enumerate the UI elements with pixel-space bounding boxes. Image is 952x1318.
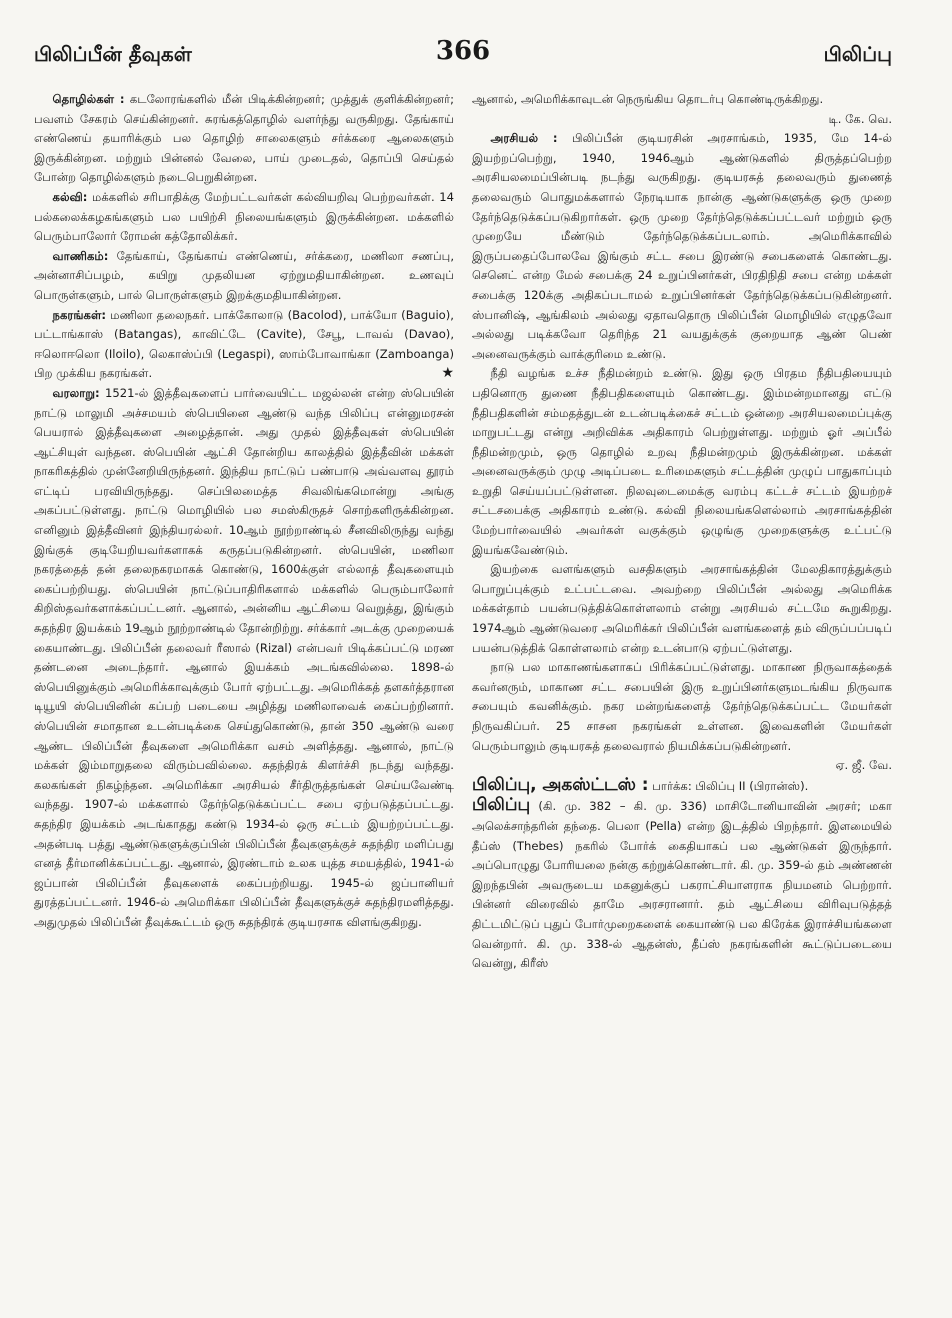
industries-paragraph [34,90,454,188]
trade-text: தேங்காய், தேங்காய் எண்ணெய், சர்க்கரை, மணிலா சணப்பு, அன்னாசிப்பழம், கயிறு முதலியன ஏற்றுமதியாகின்றன. உணவுப் பொருள்களும், பால் பொருள்களும் இறக்குமதியாகின்றன. [34,248,454,302]
entry-text: (கி. மு. 382 – கி. மு. 336) மாசிடோனியாவின் அரசர்; மகா அலெக்சாந்தரின் தந்தை. பெலா (Pella) என்ற இடத்தில் பிறந்தார். இளமையில் தீப்ஸ் (Thebes) நகரில் போர்க் கைதியாகப் பல ஆண்டுகள் இருந்தார். அப்பொழுது போரியலை நன்கு கற்றுக்கொண்டார். கி. மு. 359-ல் தம் அண்ணன் இறந்தபின் அவருடைய மகனுக்குப் பகராட்சியாளராக நியமனம் பெற்றார். பின்னர் விரைவில் தாமே அரசரானார். தம் ஆட்சியை விரிவுபடுத்தத் திட்டமிட்டுப் புதுப் போர்முறைகளைக் கையாண்டு பல கிரேக்க இராச்சியங்களை வென்றார். கி. மு. 338-ல் ஆதன்ஸ், தீப்ஸ் நகரங்களின் கூட்டுப்படையை வென்று, கிரீஸ் [472,799,892,971]
resources-paragraph: இயற்கை வளங்களும் வசதிகளும் அரசாங்கத்தின் மேலதிகாரத்துக்கும் பொறுப்புக்கும் உட்பட்டவை. அவற்றை பிலிப்பீன் அல்லது அமெரிக்க மக்கள்தாம் பயன்படுத்திக்கொள்ளலாம் என்று அரசியல் சட்டமே கூறுகிறது. 1974ஆம் ஆண்டுவரை அமெரிக்கர் பிலிப்பீன் வளங்களைத் தம் விருப்பப்படிப் பயன்படுத்திக் கொள்ளலாம் என்ற உடன்பாடு ஏற்பட்டுள்ளது. [472,562,892,655]
entry-title: பிலிப்பு [472,795,531,816]
trade-paragraph [34,247,454,306]
history-text: 1521-ல் இத்தீவுகளைப் பார்வையிட்ட மஜல்லன் என்ற ஸ்பெயின் நாட்டு மாலுமி அச்சமயம் ஸ்பெயினை ஆண்டு வந்த பிலிப்பு என்னுமரசன் பெயரால் இத்தீவுகளை அழைத்தான். அது முதல் இத்தீவுகள் ஸ்பெயின் ஆட்சியுள் வந்தன. ஸ்பெயின் ஆட்சி தோன்றிய காலத்தில் இத்தீவின் மக்கள் நாகரிகத்தில் முன்னேறியிருந்தனர். இந்திய நாட்டுப் பண்பாடு அவ்வளவு தூரம் எட்டிப் பரவியிருந்தது. செப்பிலமைத்த சிவலிங்கமொன்று அங்கு அகப்பட்டுள்ளது. நாட்டு மொழியில் பல சமஸ்கிருதச் சொற்களிருக்கின்றன. எனினும் இத்தீவினர் இந்தியரல்லர். 10ஆம் நூற்றாண்டில் சீனவிலிருந்து வந்து இங்குக் குடியேறியவர்களாகக் கருதப்படுகின்றனர். ஸ்பெயின், மணிலா நகரத்தைத் தன் தலைநகரமாகக் கொண்டு, 1600க்குள் எல்லாத் தீவுகளையும் கைப்பற்றியது. ஸ்பெயின் நாட்டுப்பாதிரிகளால் மக்களில் பெரும்பாலோர் கிறிஸ்தவர்களாக்கப்பட்டனர். ஆனால், அன்னிய ஆட்சியை வெறுத்து, இங்கும் சுதந்திர இயக்கம் 19ஆம் நூற்றாண்டில் தோன்றிற்று. சர்க்கார் அடக்கு முறையைக் கையாண்டது. பிலிப்பீன் தலைவர் ரீஸால் (Rizal) என்பவர் பிடிக்கப்பட்டு மரண தண்டனை அடைந்தார். ஆனால் இயக்கம் அடங்கவில்லை. 1898-ல் ஸ்பெயினுக்கும் அமெரிக்காவுக்கும் போர் ஏற்பட்டது. அமெரிக்கத் தளகர்த்தரான டியூயி ஸ்பெயினின் கப்பற் படையை அழித்து மணிலாவைக் கைப்பற்றினார். ஸ்பெயின் சமாதான உடன்படிக்கை செய்துகொண்டு, தான் 350 ஆண்டு வரை ஆண்ட பிலிப்பீன் தீவுகளை அமெரிக்கா வசம் அளித்தது. ஆனால், நாட்டு மக்கள் இம்மாறுதலை விரும்பவில்லை. சுதந்திரக் கிளர்ச்சி நடந்து வந்தது. கலகங்கள் நிகழ்ந்தன. அமெரிக்கா அரசியல் சீர்திருத்தங்கள் செய்யவேண்டி வந்தது. 1907-ல் மக்களால் தேர்ந்தெடுக்கப்பட்ட சபை ஏற்படுத்தப்பட்டது. சுதந்திர இயக்கம் அடங்காதது கண்டு 1934-ல் ஒரு சட்டம் இயற்றப்பட்டது. அதன்படி பத்து ஆண்டுகளுக்குப்பின் பிலிப்பீன் தீவுகளுக்குச் சுதந்திர மளிப்பது எனத் தீர்மானிக்கப்பட்டது. ஆனால், இரண்டாம் உலக யுத்த சமயத்தில், 1941-ல் ஜப்பான் பிலிப்பீன் தீவுகளைக் கைப்பற்றியது. 1945-ல் ஜப்பானியர் துரத்தப்பட்டனர். 1946-ல் அமெரிக்கா பிலிப்பீன் தீவுகளுக்குச் சுதந்திரமளித்தது. அதுமுதல் பிலிப்பீன் தீவுக்கூட்டம் ஒரு சுதந்திரக் குடியரசாக விளங்குகிறது. [34,385,454,929]
entry-title: பிலிப்பு, அகஸ்ட்டஸ் : [472,774,649,795]
page-header [34,36,892,80]
provinces-text: நாடு பல மாகாணங்களாகப் பிரிக்கப்பட்டுள்ளது. மாகாண நிருவாகத்தைக் கவர்னரும், மாகாண சட்ட சபையின் இரு உறுப்பினர்களுமடங்கிய நிருவாக சபையும் கவனிக்கும். நகர மன்றங்களைத் தேர்ந்தெடுக்கப்பட்ட மேயர்கள் நிருவகிப்பர். 25 சாசன நகரங்கள் உள்ளன. இவைகளின் மேயர்கள் பெரும்பாலும் குடியரசுத் தலைவரால் நியமிக்கப்படுகின்றனர். [472,660,892,753]
left-column [34,90,454,974]
cross-reference: பார்க்க: பிலிப்பு II (பிரான்ஸ்). [652,778,809,793]
author-signature: டி. கே. வெ. [828,111,892,126]
philip-entry [472,796,892,973]
continuation-paragraph [472,90,892,129]
text-columns [34,90,892,974]
education-text: மக்களில் சரிபாதிக்கு மேற்பட்டவர்கள் கல்வியறிவு பெற்றவர்கள். 14 பல்கலைக்கழகங்களும் பல பயிற்சி நிலையங்களும் இருக்கின்றன. மக்களில் பெரும்பாலோர் ரோமன் கத்தோலிக்கர். [34,189,455,244]
cities-paragraph [34,306,454,384]
history-paragraph [34,384,454,933]
justice-paragraph: நீதி வழங்க உச்ச நீதிமன்றம் உண்டு. இது ஒரு பிரதம நீதிபதியையும் பதினொரு துணை நீதிபதிகளையும் கொண்டது. இம்மன்றமானது எட்டு நீதிபதிகளின் சம்மதத்துடன் உடன்படிக்கைச் சட்டம் ஒன்றை அரசியலமைப்புக்கு மாறுபட்டது என்று அறிவிக்க அதிகாரம் பெற்றுள்ளது. மற்றும் ஓர் அப்பீல் நீதிமன்றமும், ஒரு தொழில் உறவு நீதிமன்றமும் இருக்கின்றன. மக்கள் அனைவருக்கும் முழு அடிப்படை உரிமைகளும் சட்டத்தின் முழுப் பாதுகாப்பும் உறுதி செய்யப்பட்டுள்ளன. நிலவுடைமைக்கு வரம்பு கட்டச் சட்டம் இயற்றச் சட்டசபைக்கு அதிகாரம் உண்டு. கல்வி நிலையங்களெல்லாம் அரசாங்கத்தின் மேற்பார்வையில் அவர்கள் வகுக்கும் ஒழுங்கு முறைகளுக்கு உட்பட்டு இயங்கவேண்டும். [472,366,892,557]
politics-heading: அரசியல் : [490,131,558,146]
star-icon: ★ [441,365,454,382]
cities-text: மணிலா தலைநகர். பாக்கோலாடு (Bacolod), பாக்யோ (Baguio), பட்டாங்காஸ் (Batangas), காவிட்டே (Cavite), சேபூ, டாவவ் (Davao), ஈலொஈலொ (Iloilo), லெகாஸ்ப்பி (Legaspi), ஸாம்போவாங்கா (Zamboanga) பிற முக்கிய நகரங்கள். [34,307,454,381]
politics-paragraph [472,129,892,364]
trade-heading: வாணிகம்: [52,248,109,263]
industries-heading: தொழில்கள் : [52,92,125,106]
education-heading: கல்வி: [52,189,88,204]
provinces-paragraph [472,658,892,776]
author-signature: ஏ. ஜீ. வே. [835,758,892,773]
industries-text: கடலோரங்களில் மீன் பிடிக்கின்றனர்; முத்துக் குளிக்கின்றனர்; பவளம் சேகரம் செய்கின்றனர். சுரங்கத்தொழில் வளர்ந்து வருகிறது. தேங்காய் எண்ணெய் தயாரிக்கும் பல தொழிற் சாலைகளும் சர்க்கரை ஆலைகளும் இருக்கின்றன. மற்றும் பின்னல் வேலை, பாய் முடைதல், தொப்பி செய்தல் போன்ற தொழில்களும் நடைபெறுகின்றன. [34,92,454,185]
cities-heading: நகரங்கள்: [52,307,107,322]
politics-text: பிலிப்பீன் குடியரசின் அரசாங்கம், 1935, மே 14-ல் இயற்றப்பெற்று, 1940, 1946ஆம் ஆண்டுகளில் திருத்தப்பெற்ற அரசியலமைப்பின்படி நடந்து வருகிறது. குடியரசுத் தலைவரும் துணைத் தலைவரும் பொதுமக்களால் நேரடியாக நான்கு ஆண்டுகளுக்கு ஒரு முறை தேர்ந்தெடுக்கப்படுகிறார்கள். ஒரு முறை தேர்ந்தெடுக்கப்பட்டவர் மற்றும் ஒரு முறையே மீண்டும் தேர்ந்தெடுக்கப்படலாம். அமெரிக்காவில் இருப்பதைப்போலவே இங்கும் சட்ட சபை இரண்டு சபைகளைக் கொண்டது. செனெட் என்ற மேல் சபைக்கு 24 உறுப்பினர்கள், பிரதிநிதி சபை என்ற மக்கள் சபைக்கு 120க்கு அதிகப்படாமல் உறுப்பினர்கள் தேர்ந்தெடுக்கப்படுகின்றனர். ஸ்பானிஷ், ஆங்கிலம் அல்லது ஏதாவதொரு பிலிப்பீன் மொழியில் எழுதவோ அல்லது படிக்கவோ தெரிந்த 21 வயதுக்குக் குறையாத ஆண் பெண் அனைவருக்கும் வாக்குரிமை உண்டு. [472,131,892,361]
page-number: 366 [435,36,491,66]
history-heading: வரலாறு: [52,385,100,400]
right-column [472,90,892,974]
education-paragraph [34,188,454,247]
continuation-text: ஆனால், அமெரிக்காவுடன் நெருங்கிய தொடர்பு கொண்டிருக்கிறது. [472,92,824,106]
augustus-entry [472,776,892,797]
running-head-right: பிலிப்பு [823,42,892,66]
running-head-left: பிலிப்பீன் தீவுகள் [34,42,192,66]
